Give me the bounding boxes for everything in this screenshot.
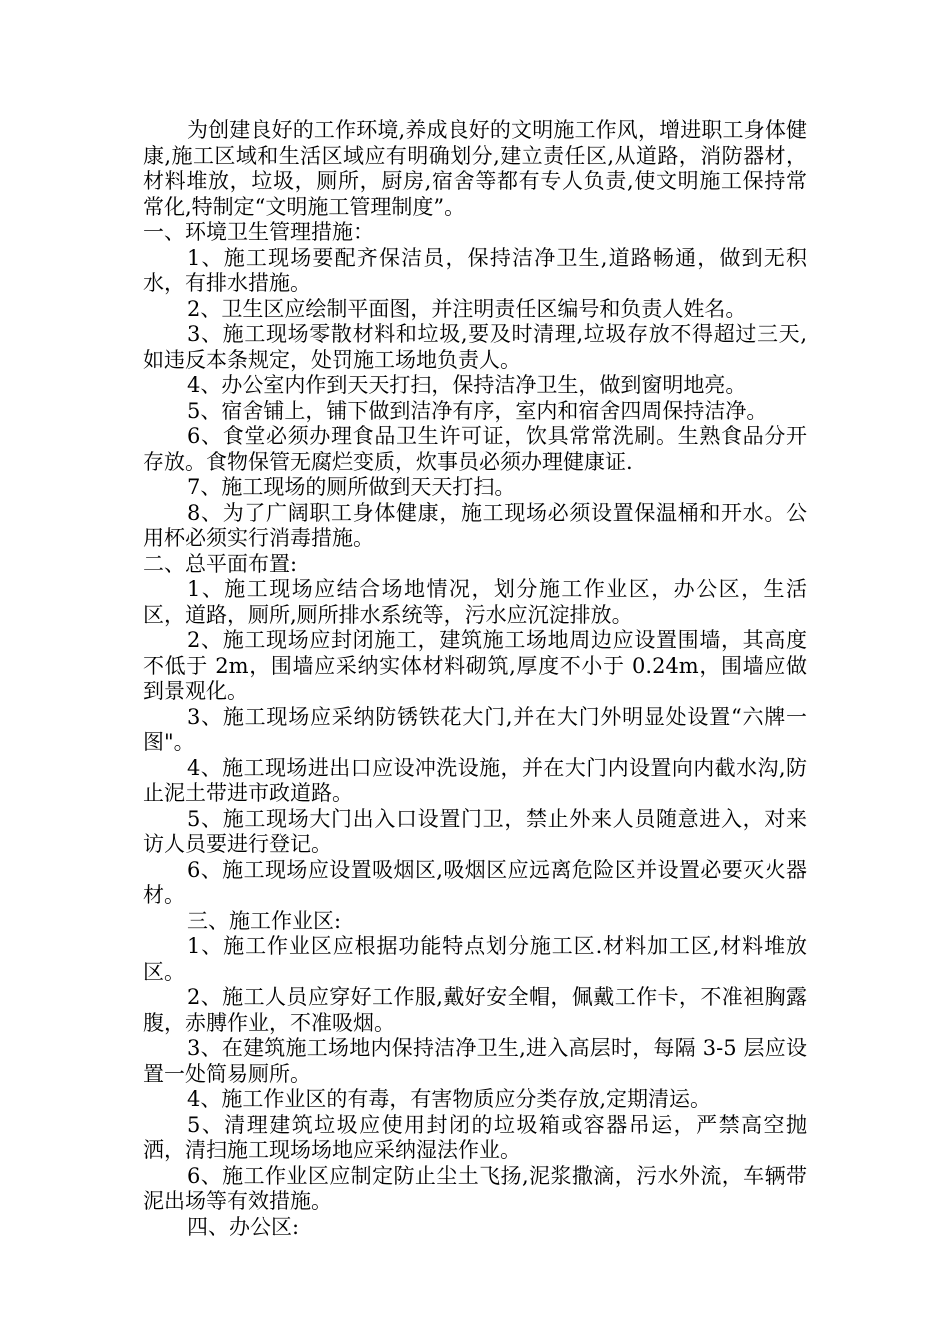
- list-item: 1、施工现场要配齐保洁员，保持洁净卫生,道路畅通，做到无积水，有排水措施。: [143, 245, 807, 295]
- list-item: 7、施工现场的厕所做到天天打扫。: [187, 475, 516, 499]
- list-item: 2、施工人员应穿好工作服,戴好安全帽，佩戴工作卡，不准袒胸露腹，赤膊作业，不准吸烟。: [143, 985, 807, 1035]
- list-item: 2、施工现场应封闭施工，建筑施工场地周边应设置围墙，其高度不低于 2m，围墙应采纳实体材料砌筑,厚度不小于 0.24m，围墙应做到景观化。: [143, 628, 807, 703]
- list-item: 5、施工现场大门出入口设置门卫，禁止外来人员随意进入，对来访人员要进行登记。: [143, 806, 807, 856]
- list-item: 6、施工现场应设置吸烟区,吸烟区应远离危险区并设置必要灭火器材。: [143, 857, 807, 907]
- section-heading-layout: 二、总平面布置:: [143, 551, 298, 576]
- section-heading-office: 四、办公区:: [187, 1214, 300, 1239]
- list-item: 8、为了广阔职工身体健康，施工现场必须设置保温桶和开水。公用杯必须实行消毒措施。: [143, 500, 807, 550]
- document-body: [143, 118, 807, 1240]
- list-item: 4、施工作业区的有毒，有害物质应分类存放,定期清运。: [187, 1087, 712, 1111]
- list-item: 5、清理建筑垃圾应使用封闭的垃圾箱或容器吊运，严禁高空抛洒，清扫施工现场场地应采纳湿法作业。: [143, 1112, 807, 1162]
- list-item: 6、食堂必须办理食品卫生许可证，饮具常常洗刷。生熟食品分开存放。食物保管无腐烂变质，炊事员必须办理健康证.: [143, 424, 807, 474]
- list-item: 1、施工作业区应根据功能特点划分施工区.材料加工区,材料堆放区。: [143, 934, 807, 984]
- list-item: 6、施工作业区应制定防止尘土飞扬,泥浆撒滴，污水外流，车辆带泥出场等有效措施。: [143, 1163, 807, 1213]
- list-item: 5、宿舍铺上，铺下做到洁净有序，室内和宿舍四周保持洁净。: [187, 398, 768, 423]
- list-item: 3、施工现场应采纳防锈铁花大门,并在大门外明显处设置“六牌一图"。: [143, 704, 807, 754]
- intro-paragraph: 为创建良好的工作环境,养成良好的文明施工作风，增进职工身体健康,施工区域和生活区域应有明确划分,建立责任区,从道路，消防器材，材料堆放，垃圾，厕所，厨房,宿舍等都有专人负责,使文明施工保持常常化,特制定“文明施工管理制度”。: [143, 118, 807, 219]
- section-heading-work-area: 三、施工作业区:: [187, 908, 342, 933]
- list-item: 4、施工现场进出口应设冲洗设施，并在大门内设置向内截水沟,防止泥土带进市政道路。: [143, 755, 807, 805]
- list-item: 1、施工现场应结合场地情况，划分施工作业区，办公区，生活区，道路，厕所,厕所排水系统等，污水应沉淀排放。: [143, 577, 807, 627]
- list-item: 3、在建筑施工场地内保持洁净卫生,进入高层时，每隔 3-5 层应设置一处简易厕所。: [143, 1036, 807, 1086]
- list-item: 3、施工现场零散材料和垃圾,要及时清理,垃圾存放不得超过三天,如违反本条规定，处罚施工场地负责人。: [143, 322, 807, 372]
- section-heading-hygiene: 一、环境卫生管理措施：: [143, 220, 374, 244]
- list-item: 4、办公室内作到天天打扫，保持洁净卫生，做到窗明地亮。: [187, 373, 747, 397]
- list-item: 2、卫生区应绘制平面图，并注明责任区编号和负责人姓名。: [187, 296, 747, 321]
